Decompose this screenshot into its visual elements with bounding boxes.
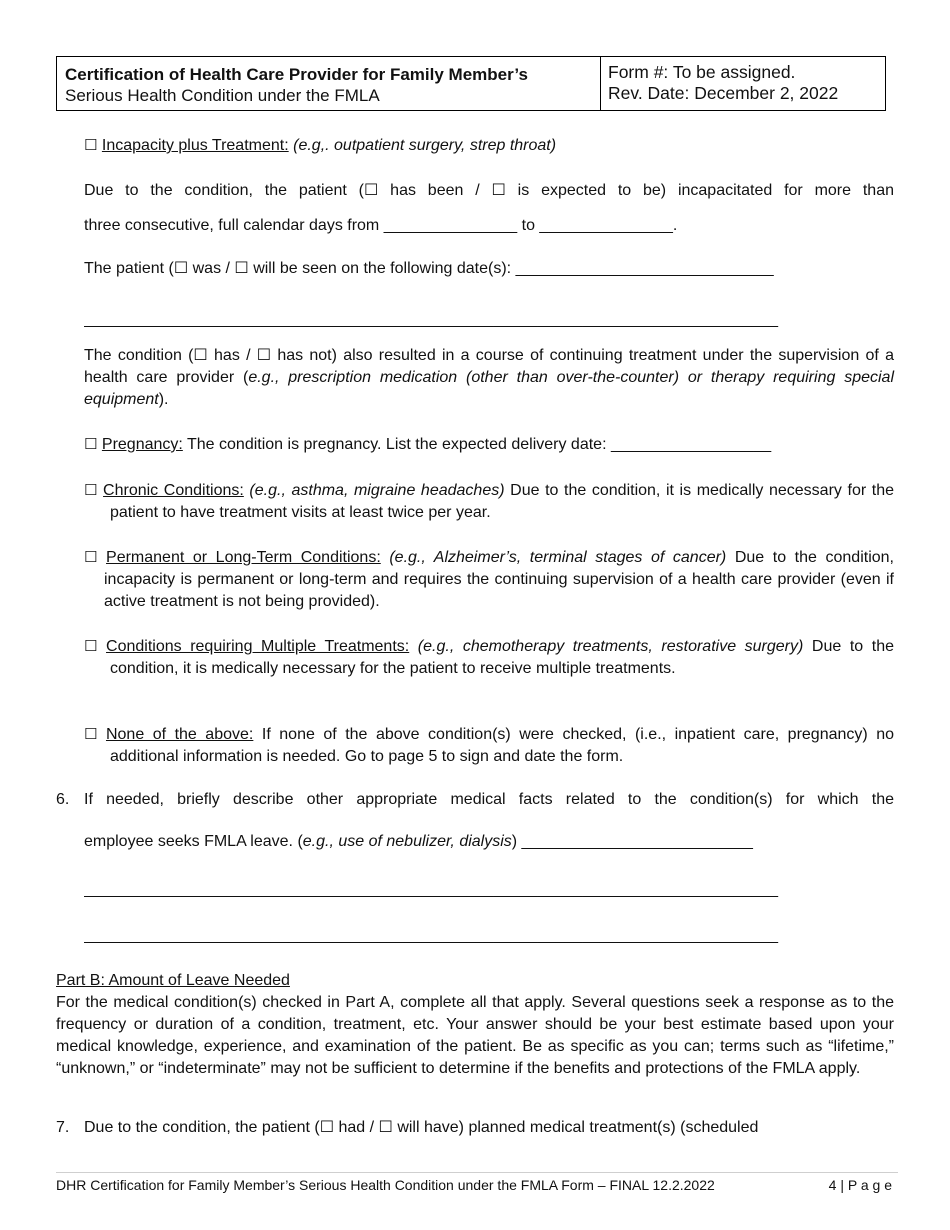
form-number: Form #: To be assigned. (608, 62, 796, 82)
form-title-bold: Certification of Health Care Provider for Family Member’s (65, 65, 528, 84)
q6-blank-1[interactable]: ______________________________________________________________________________ (84, 881, 779, 898)
q6-example: e.g., use of nebulizer, dialysis (302, 833, 512, 850)
none-option[interactable] (84, 723, 894, 768)
footer-doc-title: DHR Certification for Family Member’s Serious Health Condition under the FMLA Form – FINAL 12.2.2022 (56, 1177, 715, 1193)
chronic-example: (e.g., asthma, migraine headaches) (249, 482, 505, 499)
page-number: 4 | P a g e (828, 1177, 892, 1193)
incapacity-line1: Due to the condition, the patient (☐ has been / ☐ is expected to be) incapacitated for more than (84, 182, 894, 199)
footer-divider (56, 1172, 898, 1173)
incapacity-option[interactable] (84, 134, 894, 157)
continuing-text-a: The condition (☐ has / ☐ has not) also resulted in a course of continuing treatment under the supervision of a health care provider ( (84, 347, 894, 386)
multiple-treatments-option[interactable] (84, 635, 894, 680)
incapacity-line2[interactable]: three consecutive, full calendar days from _______________ to _______________. (84, 217, 678, 234)
none-text: If none of the above condition(s) were checked, (i.e., inpatient care, pregnancy) no additional information is needed. Go to page 5 to sign and date the form. (110, 726, 895, 765)
chronic-title: Chronic Conditions: (103, 482, 244, 499)
seen-dates-blank[interactable]: ______________________________________________________________________________ (84, 311, 779, 328)
form-title (57, 57, 601, 110)
permanent-text: Due to the condition, incapacity is permanent or long-term and requires the continuing supervision of a health care provider (even if active treatment is not being provided). (104, 549, 894, 610)
continuing-text-b: ). (158, 391, 169, 408)
none-checkbox[interactable]: ☐ (84, 725, 98, 743)
q6-line1: If needed, briefly describe other appropriate medical facts related to the condition(s) for which the (84, 791, 894, 808)
incapacity-title: Incapacity plus Treatment: (101, 137, 289, 154)
q6-blank-2[interactable]: ______________________________________________________________________________ (84, 927, 779, 944)
incapacity-example: (e.g,. outpatient surgery, strep throat) (293, 137, 557, 154)
multiple-title: Conditions requiring Multiple Treatments: (106, 638, 410, 655)
q6-line2-b[interactable]: ) __________________________ (511, 833, 753, 850)
permanent-title: Permanent or Long-Term Conditions: (106, 549, 381, 566)
multiple-example: (e.g., chemotherapy treatments, restorative surgery) (417, 638, 804, 655)
form-header-box (56, 56, 886, 111)
pregnancy-option[interactable] (84, 433, 894, 456)
multiple-text: Due to the condition, it is medically necessary for the patient to receive multiple treatments. (110, 638, 894, 677)
incapacity-checkbox[interactable]: ☐ (84, 136, 98, 154)
continuing-treatment-text (84, 345, 894, 411)
multiple-checkbox[interactable]: ☐ (84, 637, 98, 655)
revision-date: Rev. Date: December 2, 2022 (608, 83, 839, 103)
seen-dates-line[interactable]: The patient (☐ was / ☐ will be seen on the following date(s): _____________________________ (84, 260, 774, 277)
page-footer (56, 1177, 892, 1193)
none-title: None of the above: (105, 726, 254, 743)
permanent-example: (e.g., Alzheimer’s, terminal stages of cancer) (389, 549, 727, 566)
q6-line2[interactable] (84, 831, 894, 853)
part-b-instructions: For the medical condition(s) checked in Part A, complete all that apply. Several questions seek a response as to the frequency or duration of a condition, treatment, etc. Your answer should be your best estimate based upon your medical knowledge, experience, and examination of the patient. Be as specific as you can; terms such as “lifetime,” “unknown,” or “indeterminate” may not be sufficient to determine if the benefits and protections of the FMLA apply. (56, 994, 894, 1077)
chronic-checkbox[interactable]: ☐ (84, 481, 98, 499)
permanent-checkbox[interactable]: ☐ (84, 548, 98, 566)
q6-line2-a: employee seeks FMLA leave. ( (84, 833, 303, 850)
permanent-option[interactable] (84, 546, 894, 613)
part-b-heading (56, 970, 290, 992)
form-meta (601, 57, 885, 110)
continuing-example: e.g., prescription medication (other than over-the-counter) or therapy requiring special equipment (84, 369, 894, 408)
chronic-option[interactable] (84, 479, 894, 524)
q6-number: 6. (56, 791, 70, 808)
q7-text[interactable]: Due to the condition, the patient (☐ had / ☐ will have) planned medical treatment(s) (scheduled (84, 1119, 759, 1136)
pregnancy-text: The condition is pregnancy. List the expected delivery date: __________________ (187, 436, 772, 453)
pregnancy-checkbox[interactable]: ☐ (84, 435, 98, 453)
part-b-heading-text: Part B: Amount of Leave Needed (56, 972, 290, 989)
chronic-text: Due to the condition, it is medically necessary for the patient to have treatment visits at least twice per year. (110, 482, 894, 521)
q7-number: 7. (56, 1119, 70, 1136)
form-title-rest: Serious Health Condition under the FMLA (65, 86, 380, 105)
pregnancy-title: Pregnancy: (101, 436, 183, 453)
